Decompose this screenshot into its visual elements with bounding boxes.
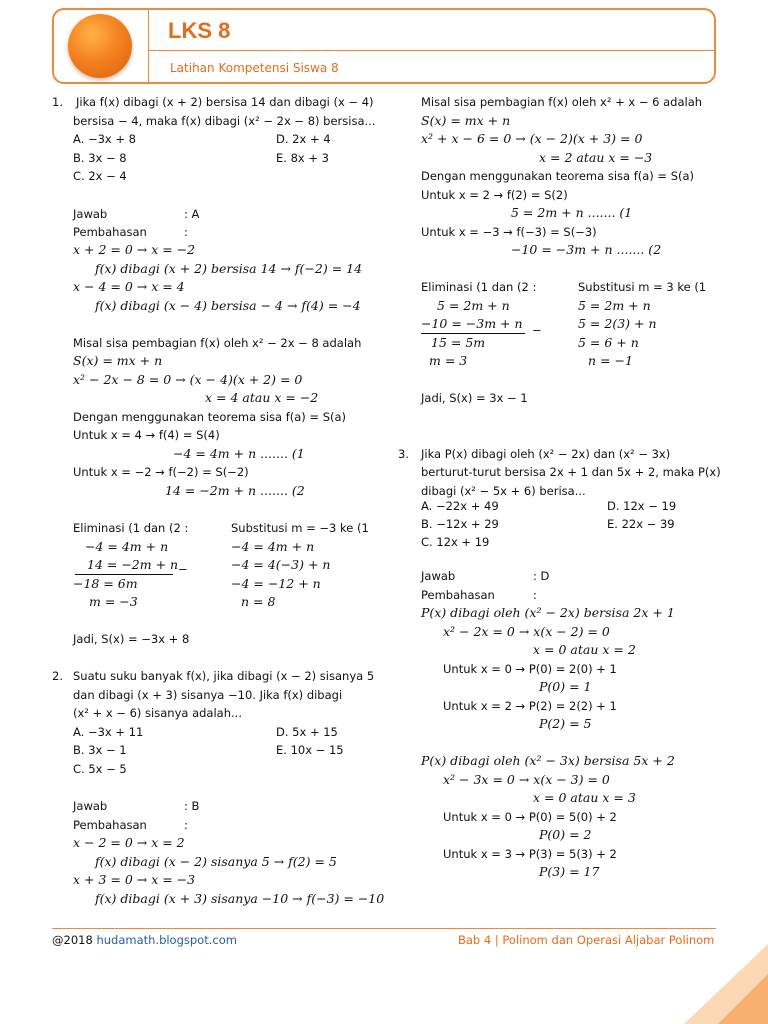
q1-step-6: S(x) = mx + n [73,353,163,368]
q3-stem-line3: dibagi (x² − 5x + 6) berisa... [421,484,586,498]
q2-number: 2. [52,669,63,683]
page-title: LKS 8 [168,18,231,43]
footer-divider [52,928,716,929]
q1-step-10: Untuk x = 4 → f(4) = S(4) [73,428,220,442]
q3-step-3: x = 0 atau x = 2 [533,642,636,657]
q3-option-b: B. −12x + 29 [421,517,499,531]
q2-stem-line2: dan dibagi (x + 3) sisanya −10. Jika f(x) dibagi [73,688,343,702]
q3-stem-line2: berturut-turut bersisa 2x + 1 dan 5x + 2, maka P(x) [421,465,721,479]
q1-option-a: A. −3x + 8 [73,132,136,146]
q2-conclusion: Jadi, S(x) = 3x − 1 [421,391,528,405]
footer-blog-link[interactable]: hudamath.blogspot.com [96,933,237,947]
q2-pembahasan-label: Pembahasan [73,818,147,832]
q2-step-3: x + 3 = 0 → x = −3 [73,872,196,887]
q2-step-12: Untuk x = −3 → f(−3) = S(−3) [421,225,597,239]
q3-step-12: P(0) = 2 [539,827,592,842]
q1-option-d: D. 2x + 4 [276,132,331,146]
q1-option-b: B. 3x − 8 [73,151,127,165]
q1-step-13: 14 = −2m + n ....... (2 [165,483,305,498]
q2-stem-line1: Suatu suku banyak f(x), jika dibagi (x − 2) sisanya 5 [73,669,375,683]
q2-elimination-title: Eliminasi (1 dan (2 : [421,280,537,294]
q2-step-13: −10 = −3m + n ....... (2 [511,242,662,257]
footer-chapter: Bab 4 | Polinom dan Operasi Aljabar Polinom [458,933,715,947]
q2-option-e: E. 10x − 15 [276,743,344,757]
q2-option-d: D. 5x + 15 [276,725,338,739]
q1-step-4: f(x) dibagi (x − 4) bersisa − 4 → f(4) = −4 [95,298,361,313]
q2-step-11: 5 = 2m + n ....... (1 [511,205,633,220]
q1-option-c: C. 2x − 4 [73,169,127,183]
q3-option-c: C. 12x + 19 [421,535,490,549]
q1-sub-eq3: −4 = −12 + n [231,576,321,591]
q1-step-7: x² − 2x − 8 = 0 → (x − 4)(x + 2) = 0 [73,372,303,387]
q1-jawab-value: : A [184,207,200,221]
q1-pembahasan-colon: : [184,225,188,239]
q2-sub-eq3: 5 = 6 + n [578,335,639,350]
q2-step-8: x = 2 atau x = −3 [539,150,653,165]
q1-elim-eq2: 14 = −2m + n [87,557,179,572]
q3-step-8: P(x) dibagi oleh (x² − 3x) bersisa 5x + 2 [421,753,675,768]
q2-jawab-value: : B [184,799,200,813]
q2-step-6: S(x) = mx + n [421,113,511,128]
q2-step-5: Misal sisa pembagian f(x) oleh x² + x − 6 adalah [421,95,703,109]
q2-elim-minus: − [532,323,542,337]
q3-step-4: Untuk x = 0 → P(0) = 2(0) + 1 [443,662,617,676]
q1-elim-result: −18 = 6m [73,576,138,591]
q3-step-11: Untuk x = 0 → P(0) = 5(0) + 2 [443,810,617,824]
q3-number: 3. [398,447,409,461]
q2-step-4: f(x) dibagi (x + 3) sisanya −10 → f(−3) = −10 [95,891,385,906]
header-divider-vertical [148,10,149,82]
q1-step-3: x − 4 = 0 → x = 4 [73,279,185,294]
q2-step-10: Untuk x = 2 → f(2) = S(2) [421,188,568,202]
q3-pembahasan-label: Pembahasan [421,588,495,602]
q2-elim-m: m = 3 [429,353,468,368]
q1-sub-n: n = 8 [241,594,276,609]
q3-step-13: Untuk x = 3 → P(3) = 5(3) + 2 [443,847,617,861]
orange-circle-logo-icon [68,14,132,78]
corner-triangle-decoration-icon [684,944,768,1024]
header-frame [52,8,716,84]
q1-step-5: Misal sisa pembagian f(x) oleh x² − 2x − 8 adalah [73,336,362,350]
q1-sub-eq1: −4 = 4m + n [231,539,315,554]
header-divider-horizontal [148,50,715,51]
q2-option-a: A. −3x + 11 [73,725,144,739]
q1-option-e: E. 8x + 3 [276,151,329,165]
q2-sub-eq2: 5 = 2(3) + n [578,316,657,331]
q3-jawab-label: Jawab [421,569,456,583]
q1-step-8: x = 4 atau x = −2 [205,390,319,405]
q1-step-11: −4 = 4m + n ....... (1 [173,446,305,461]
q2-option-b: B. 3x − 1 [73,743,127,757]
q2-pembahasan-colon: : [184,818,188,832]
q3-step-14: P(3) = 17 [539,864,600,879]
q3-step-2: x² − 2x = 0 → x(x − 2) = 0 [443,624,610,639]
q1-step-1: x + 2 = 0 → x = −2 [73,242,196,257]
q1-step-2: f(x) dibagi (x + 2) bersisa 14 → f(−2) = 14 [95,261,363,276]
q2-option-c: C. 5x − 5 [73,762,127,776]
q2-elim-underline [421,333,525,334]
q3-stem-line1: Jika P(x) dibagi oleh (x² − 2x) dan (x² − 3x) [421,447,671,461]
q3-step-9: x² − 3x = 0 → x(x − 3) = 0 [443,772,610,787]
q3-option-d: D. 12x − 19 [607,499,677,513]
q2-substitution-title: Substitusi m = 3 ke (1 [578,280,707,294]
q2-step-1: x − 2 = 0 → x = 2 [73,835,185,850]
q1-step-9: Dengan menggunakan teorema sisa f(a) = S(a) [73,410,347,424]
q1-substitution-title: Substitusi m = −3 ke (1 [231,521,369,535]
q1-elim-minus: − [178,562,188,576]
q2-step-7: x² + x − 6 = 0 → (x − 2)(x + 3) = 0 [421,131,643,146]
q1-elim-eq1: −4 = 4m + n [85,539,169,554]
q1-elimination-title: Eliminasi (1 dan (2 : [73,521,189,535]
q1-stem-line2: bersisa − 4, maka f(x) dibagi (x² − 2x − 8) bersisa... [73,114,376,128]
q2-sub-n: n = −1 [588,353,633,368]
page-subtitle: Latihan Kompetensi Siswa 8 [170,61,339,75]
q1-step-12: Untuk x = −2 → f(−2) = S(−2) [73,465,249,479]
q2-jawab-label: Jawab [73,799,108,813]
q2-step-2: f(x) dibagi (x − 2) sisanya 5 → f(2) = 5 [95,854,337,869]
footer-copyright: @2018 [52,933,93,947]
q1-pembahasan-label: Pembahasan [73,225,147,239]
q3-step-10: x = 0 atau x = 3 [533,790,636,805]
q2-sub-eq1: 5 = 2m + n [578,298,651,313]
q1-number: 1. [52,95,63,109]
q2-elim-eq1: 5 = 2m + n [437,298,510,313]
q1-conclusion: Jadi, S(x) = −3x + 8 [73,632,190,646]
q1-stem-line1: Jika f(x) dibagi (x + 2) bersisa 14 dan dibagi (x − 4) [76,95,374,109]
q3-jawab-value: : D [533,569,550,583]
q1-elim-m: m = −3 [89,594,138,609]
q3-option-e: E. 22x − 39 [607,517,675,531]
q3-step-1: P(x) dibagi oleh (x² − 2x) bersisa 2x + 1 [421,605,675,620]
q3-step-5: P(0) = 1 [539,679,592,694]
q2-elim-eq2: −10 = −3m + n [421,316,523,331]
q2-stem-line3: (x² + x − 6) sisanya adalah... [73,706,242,720]
q1-jawab-label: Jawab [73,207,108,221]
q3-option-a: A. −22x + 49 [421,499,499,513]
q3-step-6: Untuk x = 2 → P(2) = 2(2) + 1 [443,699,617,713]
q1-elim-underline [75,574,173,575]
q2-step-9: Dengan menggunakan teorema sisa f(a) = S(a) [421,169,695,183]
footer-credit [52,933,237,947]
q2-elim-result: 15 = 5m [431,335,486,350]
q3-step-7: P(2) = 5 [539,716,592,731]
q3-pembahasan-colon: : [533,588,537,602]
q1-sub-eq2: −4 = 4(−3) + n [231,557,331,572]
